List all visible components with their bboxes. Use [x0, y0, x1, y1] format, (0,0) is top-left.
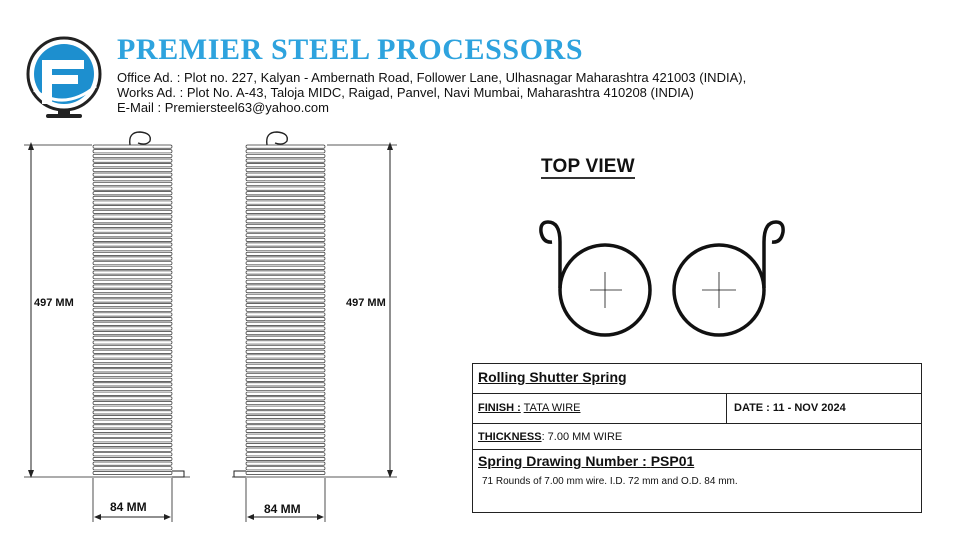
- left-spring-coil-turn: [93, 192, 172, 195]
- right-spring-coil-turn: [246, 234, 325, 237]
- right-spring-side-view: [246, 145, 325, 475]
- right-spring-coil-turn: [246, 299, 325, 302]
- left-spring-coil-turn: [93, 443, 172, 446]
- right-spring-coil-turn: [246, 206, 325, 209]
- date-cell: [734, 402, 846, 414]
- left-height-arrow-top: [28, 142, 34, 150]
- top-view-right-spring: [674, 222, 783, 335]
- left-spring-coil-turn: [93, 299, 172, 302]
- left-spring-coil-turn: [93, 462, 172, 465]
- right-spring-top-hook: [267, 132, 288, 145]
- right-spring-coil-turn: [246, 383, 325, 386]
- left-spring-coil-turn: [93, 234, 172, 237]
- spec-title: Rolling Shutter Spring: [478, 369, 627, 385]
- left-spring-coil-turn: [93, 434, 172, 437]
- right-spring-coil-turn: [246, 317, 325, 320]
- left-spring-coil-turn: [93, 308, 172, 311]
- right-spring-coil-turn: [246, 262, 325, 265]
- left-spring-coil-turn: [93, 401, 172, 404]
- left-spring-coil-turn: [93, 406, 172, 409]
- right-spring-coil-turn: [246, 336, 325, 339]
- right-spring-coil-turn: [246, 238, 325, 241]
- top-view-title-text: TOP VIEW: [541, 156, 635, 177]
- left-spring-coil-turn: [93, 397, 172, 400]
- left-spring-coil-turn: [93, 471, 172, 474]
- right-height-label: 497 MM: [346, 297, 386, 309]
- left-spring-coil-turn: [93, 336, 172, 339]
- right-spring-coil-turn: [246, 457, 325, 460]
- top-view-left-leg: [541, 222, 560, 288]
- right-spring-coil-turn: [246, 229, 325, 232]
- right-spring-bottom-tail: [234, 471, 246, 477]
- right-spring-coil-turn: [246, 331, 325, 334]
- right-spring-coil-turn: [246, 178, 325, 181]
- right-spring-coil-turn: [246, 201, 325, 204]
- left-spring-coil-turn: [93, 355, 172, 358]
- left-spring-coil-turn: [93, 331, 172, 334]
- right-spring-coil-turn: [246, 285, 325, 288]
- right-spring-coil-turn: [246, 443, 325, 446]
- right-spring-coil-turn: [246, 196, 325, 199]
- left-spring-coil-turn: [93, 453, 172, 456]
- left-spring-coil-turn: [93, 145, 172, 148]
- left-height-label: 497 MM: [34, 297, 74, 309]
- left-spring-coil-turn: [93, 229, 172, 232]
- left-spring-coil-turn: [93, 322, 172, 325]
- left-width-arrow-l: [94, 514, 101, 520]
- thickness-value: : 7.00 MM WIRE: [541, 431, 623, 443]
- left-spring-coil-turn: [93, 182, 172, 185]
- works-label: Works Ad. :: [117, 85, 184, 100]
- spec-title-row: [473, 364, 921, 394]
- thickness-cell: [478, 431, 622, 443]
- right-spring-coil-turn: [246, 401, 325, 404]
- left-spring-bottom-tail: [172, 471, 184, 477]
- right-spring-coil-turn: [246, 215, 325, 218]
- right-spring-coil-turn: [246, 420, 325, 423]
- right-spring-coil-turn: [246, 257, 325, 260]
- email-address: Premiersteel63@yahoo.com: [164, 100, 329, 115]
- left-spring-coil-turn: [93, 248, 172, 251]
- spec-table: [472, 363, 922, 513]
- left-spring-coil-turn: [93, 467, 172, 470]
- left-spring-coil-turn: [93, 341, 172, 344]
- left-spring-coil-turn: [93, 378, 172, 381]
- left-spring-coil-turn: [93, 196, 172, 199]
- right-height-arrow-top: [387, 142, 393, 150]
- left-spring-coil-turn: [93, 262, 172, 265]
- left-spring-coil-turn: [93, 448, 172, 451]
- left-spring-coil-turn: [93, 266, 172, 269]
- thickness-label: THICKNESS: [478, 431, 542, 443]
- right-spring-coil-turn: [246, 411, 325, 414]
- top-view-title: [541, 156, 635, 178]
- finish-date-divider: [726, 394, 727, 423]
- right-spring-coil-turn: [246, 467, 325, 470]
- right-spring-coil-turn: [246, 462, 325, 465]
- left-spring-coil-turn: [93, 425, 172, 428]
- date-value: 11 - NOV 2024: [772, 402, 846, 414]
- left-spring-coil-turn: [93, 243, 172, 246]
- right-spring-coil-turn: [246, 182, 325, 185]
- right-spring-coil-turn: [246, 304, 325, 307]
- right-spring-coil-turn: [246, 164, 325, 167]
- right-spring-coil-turn: [246, 210, 325, 213]
- right-spring-coil-turn: [246, 471, 325, 474]
- left-spring-coil-turn: [93, 369, 172, 372]
- right-spring-coil-turn: [246, 271, 325, 274]
- left-spring-coil-turn: [93, 173, 172, 176]
- left-spring-coil-turn: [93, 294, 172, 297]
- date-label: DATE :: [734, 402, 770, 414]
- drawing-number: PSP01: [650, 453, 695, 469]
- right-spring-coil-turn: [246, 369, 325, 372]
- right-spring-coil-turn: [246, 243, 325, 246]
- right-spring-coil-turn: [246, 154, 325, 157]
- left-spring-coil-turn: [93, 224, 172, 227]
- spec-finish-row: [473, 394, 921, 424]
- right-spring-coil-turn: [246, 290, 325, 293]
- finish-value: TATA WIRE: [523, 402, 581, 414]
- right-spring-coil-turn: [246, 350, 325, 353]
- left-spring-coil-turn: [93, 327, 172, 330]
- left-spring-coil-turn: [93, 201, 172, 204]
- right-spring-coil-turn: [246, 322, 325, 325]
- left-spring-coil-turn: [93, 154, 172, 157]
- left-spring-coil-turn: [93, 415, 172, 418]
- left-width-label: 84 MM: [110, 500, 147, 514]
- right-spring-coil-turn: [246, 373, 325, 376]
- left-spring-coil-turn: [93, 411, 172, 414]
- right-spring-coil-turn: [246, 387, 325, 390]
- left-spring-coil-turn: [93, 159, 172, 162]
- left-spring-coil-turn: [93, 373, 172, 376]
- right-spring-coil-turn: [246, 308, 325, 311]
- office-label: Office Ad. :: [117, 70, 181, 85]
- left-spring-coil-turn: [93, 168, 172, 171]
- right-spring-coil-turn: [246, 439, 325, 442]
- left-spring-coil-turn: [93, 220, 172, 223]
- right-spring-coil-turn: [246, 294, 325, 297]
- right-spring-coil-turn: [246, 313, 325, 316]
- right-width-arrow-l: [247, 514, 254, 520]
- works-address: Plot No. A-43, Taloja MIDC, Raigad, Panvel, Navi Mumbai, Maharashtra 410208 (INDIA): [186, 85, 694, 100]
- drawing-number-label: Spring Drawing Number :: [478, 453, 647, 469]
- right-spring-coil-turn: [246, 168, 325, 171]
- right-spring-coil-turn: [246, 364, 325, 367]
- left-spring-coil-turn: [93, 285, 172, 288]
- left-spring-coil-turn: [93, 387, 172, 390]
- spec-thickness-row: [473, 424, 921, 450]
- right-spring-coil-turn: [246, 359, 325, 362]
- left-spring-coil-turn: [93, 383, 172, 386]
- left-spring-coil-turn: [93, 392, 172, 395]
- right-spring-coil-turn: [246, 280, 325, 283]
- right-spring-coil-turn: [246, 150, 325, 153]
- left-spring-coil-turn: [93, 350, 172, 353]
- right-spring-coil-turn: [246, 425, 325, 428]
- right-spring-coil-turn: [246, 415, 325, 418]
- top-view-left-spring: [541, 222, 650, 335]
- right-spring-coil-turn: [246, 145, 325, 148]
- right-spring-coil-turn: [246, 397, 325, 400]
- right-spring-coil-turn: [246, 453, 325, 456]
- left-width-arrow-r: [164, 514, 171, 520]
- finish-label: FINISH :: [478, 402, 521, 414]
- email-label: E-Mail :: [117, 100, 162, 115]
- right-spring-coil-turn: [246, 406, 325, 409]
- right-spring-coil-turn: [246, 429, 325, 432]
- right-width-label: 84 MM: [264, 502, 301, 516]
- right-spring-coil-turn: [246, 378, 325, 381]
- left-spring-coil-turn: [93, 210, 172, 213]
- right-spring-coil-turn: [246, 252, 325, 255]
- left-spring-coil-turn: [93, 271, 172, 274]
- right-spring-coil-turn: [246, 392, 325, 395]
- right-spring-coil-turn: [246, 448, 325, 451]
- finish-cell: [478, 402, 580, 414]
- left-spring-coil-turn: [93, 304, 172, 307]
- left-spring-coil-turn: [93, 313, 172, 316]
- right-spring-coil-turn: [246, 248, 325, 251]
- right-spring-coil-turn: [246, 434, 325, 437]
- left-spring-top-hook: [130, 132, 151, 145]
- company-name: PREMIER STEEL PROCESSORS: [117, 33, 584, 66]
- right-spring-coil-turn: [246, 192, 325, 195]
- left-spring-coil-turn: [93, 429, 172, 432]
- right-width-arrow-r: [317, 514, 324, 520]
- left-spring-coil-turn: [93, 276, 172, 279]
- left-spring-coil-turn: [93, 317, 172, 320]
- left-spring-coil-turn: [93, 280, 172, 283]
- left-spring-coil-turn: [93, 164, 172, 167]
- left-spring-coil-turn: [93, 252, 172, 255]
- right-spring-coil-turn: [246, 341, 325, 344]
- right-spring-coil-turn: [246, 224, 325, 227]
- left-spring-coil-turn: [93, 215, 172, 218]
- right-spring-coil-turn: [246, 276, 325, 279]
- left-spring-coil-turn: [93, 150, 172, 153]
- left-spring-coil-turn: [93, 359, 172, 362]
- spec-description: 71 Rounds of 7.00 mm wire. I.D. 72 mm and O.D. 84 mm.: [482, 476, 738, 487]
- left-spring-coil-turn: [93, 345, 172, 348]
- left-spring-coil-turn: [93, 178, 172, 181]
- spec-drawing-number-block: [473, 450, 921, 512]
- left-spring-coil-turn: [93, 257, 172, 260]
- right-spring-coil-turn: [246, 159, 325, 162]
- top-view-right-leg: [764, 222, 783, 288]
- left-spring-coil-turn: [93, 238, 172, 241]
- right-spring-coil-turn: [246, 173, 325, 176]
- left-spring-coil-turn: [93, 290, 172, 293]
- left-spring-coil-turn: [93, 206, 172, 209]
- right-spring-coil-turn: [246, 187, 325, 190]
- right-spring-coil-turn: [246, 266, 325, 269]
- left-spring-side-view: [93, 145, 172, 475]
- left-spring-coil-turn: [93, 420, 172, 423]
- left-spring-coil-turn: [93, 187, 172, 190]
- right-spring-coil-turn: [246, 220, 325, 223]
- left-spring-coil-turn: [93, 457, 172, 460]
- right-spring-coil-turn: [246, 345, 325, 348]
- left-spring-coil-turn: [93, 364, 172, 367]
- office-address: Plot no. 227, Kalyan - Ambernath Road, Follower Lane, Ulhasnagar Maharashtra 421003 (INDIA),: [183, 70, 747, 85]
- left-spring-coil-turn: [93, 439, 172, 442]
- right-spring-coil-turn: [246, 327, 325, 330]
- drawing-number-line: [478, 453, 694, 469]
- right-spring-coil-turn: [246, 355, 325, 358]
